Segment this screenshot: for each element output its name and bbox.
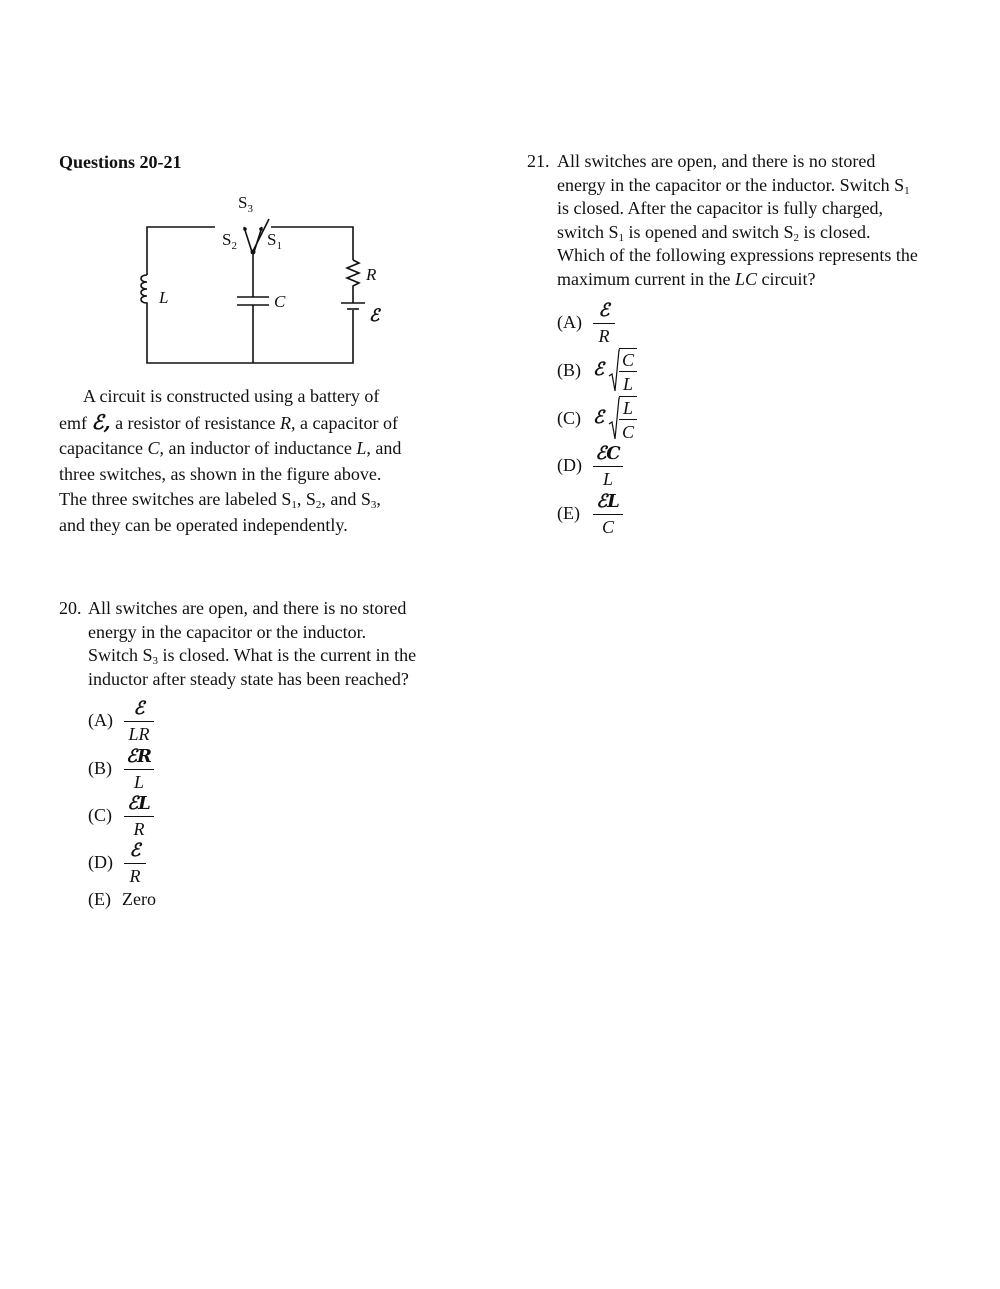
choice-e[interactable]: (E) ℰL C [557, 491, 677, 537]
question-20: 20. All switches are open, and there is no stored energy in the capacitor or the inductor. Switch $S_3$ is closed. What is the current in the inductor after steady state has been reached? [59, 598, 417, 689]
svg-text:S2: $S_2$ [222, 230, 237, 252]
choice-c[interactable]: (C) ℰL R [88, 793, 208, 839]
choice-c[interactable]: (C) ℰ L C [557, 396, 677, 442]
choice-b[interactable]: (B) ℰR L [88, 746, 208, 792]
choice-b[interactable]: (B) ℰ C L [557, 348, 677, 394]
fraction: L C [619, 396, 637, 443]
label-s2: S [222, 230, 232, 249]
label-r: R [366, 265, 377, 284]
label-s1: S [267, 230, 277, 249]
label-c: C [274, 292, 286, 311]
intro-paragraph: A circuit is constructed using a battery of emf ℰ, a resistor of resistance R, a capacitor of capacitance C, an inductor of inductance L, and three switches, as shown in the figure above. The three switches are labeled $S_1$, $S_2$, and $S_3$, and they can be operated independently. [59, 386, 402, 535]
resistor-symbol [347, 260, 359, 303]
fraction: ℰ LR [124, 698, 154, 745]
label-l: L [159, 288, 169, 307]
q21-choices [557, 300, 757, 540]
emf-coefficient: ℰ [593, 407, 604, 428]
choice-a[interactable]: (A) ℰ R [557, 300, 677, 346]
q20-choices [88, 698, 288, 918]
svg-text:S1: $S_1$ [267, 230, 282, 252]
inductor-symbol [141, 275, 147, 310]
fraction: C L [619, 348, 637, 395]
switch-pivot [251, 250, 256, 255]
label-emf: ℰ [369, 306, 380, 326]
fraction: ℰ R [593, 300, 615, 347]
choice-e[interactable]: (E) Zero [88, 889, 156, 909]
fraction: ℰL R [124, 793, 154, 840]
question-number: 20. [59, 598, 82, 618]
choice-d[interactable]: (D) ℰ R [88, 840, 208, 886]
fraction: ℰR L [124, 746, 154, 793]
svg-text:S3: $S_3$ [238, 193, 253, 215]
wire-top-right [271, 227, 353, 260]
questions-heading: Questions 20-21 [59, 152, 182, 172]
choice-a[interactable]: (A) ℰ LR [88, 698, 208, 744]
fraction: ℰ R [124, 840, 146, 887]
fraction: ℰC L [593, 443, 623, 490]
question-number: 21. [527, 151, 550, 171]
question-21: 21. All switches are open, and there is no stored energy in the capacitor or the inductor. Switch $S_1$ is closed. After the capacitor is fully charged, switch $S_1$ is opened and switch $S_2$ is closed. Which of the following expressions represents the maximum current in the LC circuit? [527, 151, 918, 289]
circuit-diagram [130, 185, 410, 370]
emf-symbol: ℰ, [91, 409, 111, 434]
emf-coefficient: ℰ [593, 359, 604, 380]
fraction: ℰL C [593, 491, 623, 538]
label-s3: S [238, 193, 248, 212]
choice-d[interactable]: (D) ℰC L [557, 443, 677, 489]
wire-bottom [147, 310, 353, 363]
wire-top-left [147, 227, 215, 275]
